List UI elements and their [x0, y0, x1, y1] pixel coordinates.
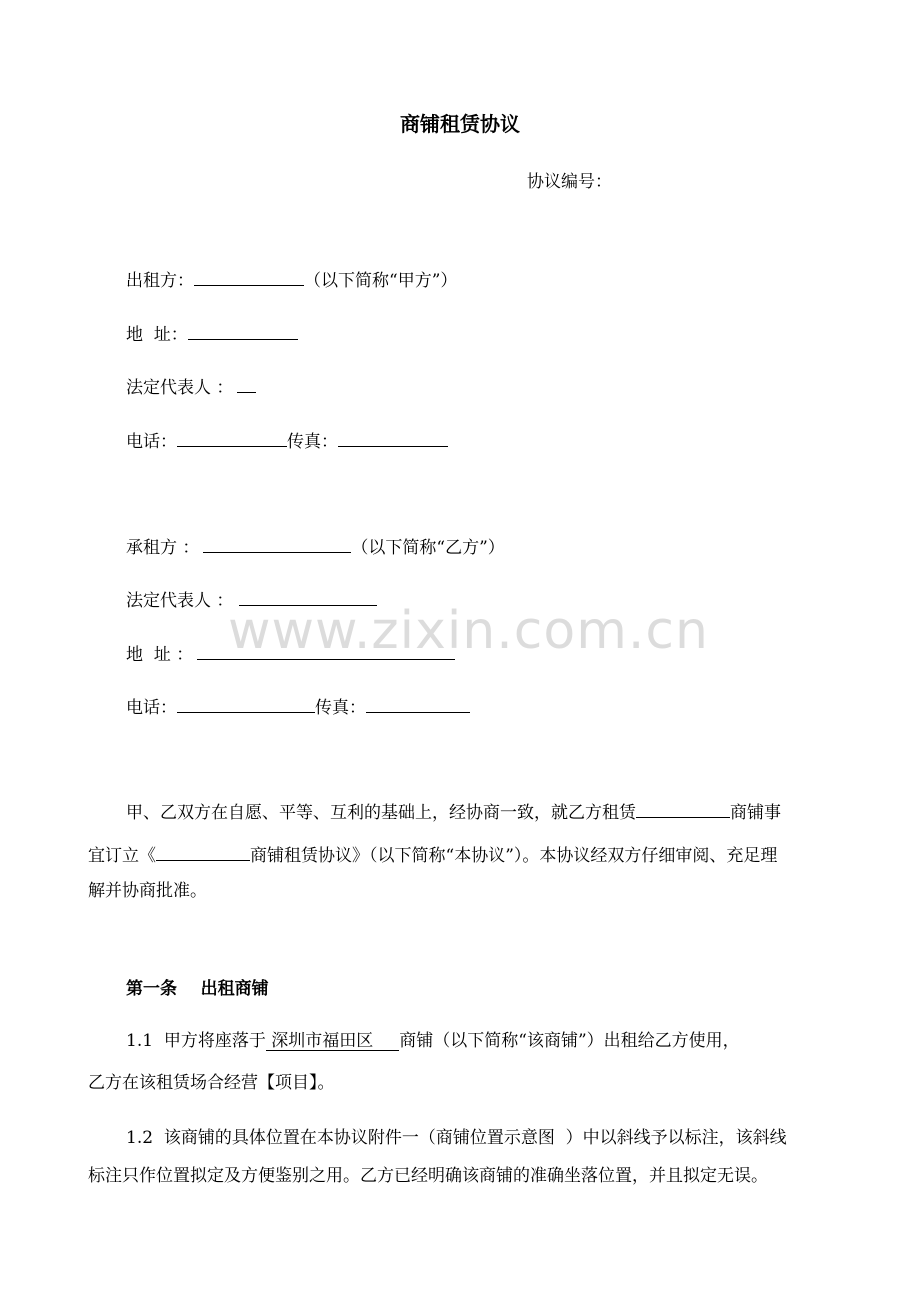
lessor-address-label: 地 址：: [126, 325, 188, 345]
lessee-address-label: 地 址 ：: [126, 645, 194, 665]
lessor-rep-label: 法定代表人 ：: [126, 378, 234, 398]
clause-1-1-text-a: 1.1 甲方将座落于: [126, 1031, 266, 1051]
lessor-phone-label: 电话：: [126, 432, 177, 452]
lessor-contact-line: [126, 428, 448, 453]
clause-1-1-location[interactable]: 深圳市福田区: [265, 1031, 374, 1051]
lessee-phone-label: 电话：: [126, 698, 177, 718]
clause-1-2-line-2: 标注只作位置拟定及方便鉴别之用。乙方已经明确该商铺的准确坐落位置，并且拟定无误。: [88, 1166, 768, 1186]
article-1-heading: 第一条 出租商铺: [126, 979, 269, 999]
lessee-rep-label: 法定代表人 ：: [126, 591, 234, 611]
preamble-text-2: 商铺事: [730, 803, 781, 823]
preamble-text-3: 宜订立《: [88, 846, 156, 866]
clause-1-2-line-1: 1.2 该商铺的具体位置在本协议附件一（商铺位置示意图 ）中以斜线予以标注，该斜线: [126, 1128, 787, 1148]
lessor-address-line: [126, 321, 298, 346]
document-title: 商铺租赁协议: [400, 112, 520, 136]
clause-1-1-line-2: 乙方在该租赁场合经营【项目】。: [88, 1073, 335, 1093]
lessor-fax-label: 传真：: [287, 432, 338, 452]
lessee-phone-field[interactable]: [177, 694, 315, 713]
lessee-line: [126, 534, 505, 559]
lessor-rep-field[interactable]: [237, 374, 256, 393]
preamble-text-4: 商铺租赁协议》（以下简称“本协议”）。本协议经双方仔细审阅、充足理: [250, 846, 778, 866]
lessee-fax-label: 传真：: [315, 698, 366, 718]
lessor-rep-line: [126, 374, 256, 399]
preamble-line-3: 解并协商批准。: [88, 881, 207, 901]
preamble-agreement-field[interactable]: [156, 842, 250, 861]
watermark: www.zixin.com.cn: [228, 601, 709, 661]
preamble-line-1: [126, 799, 781, 824]
lessee-fax-field[interactable]: [366, 694, 470, 713]
lessee-suffix: （以下简称“乙方”）: [351, 538, 505, 558]
lessee-label: 承租方 ：: [126, 538, 200, 558]
clause-1-1-text-b: 商铺（以下简称“该商铺”）出租给乙方使用，: [399, 1031, 740, 1051]
clause-1-1-line-1: [126, 1030, 740, 1052]
lessor-suffix: （以下简称“甲方”）: [304, 271, 458, 291]
agreement-number-label: 协议编号：: [527, 172, 612, 192]
lessor-name-field[interactable]: [194, 267, 304, 286]
lessee-name-field[interactable]: [203, 534, 351, 553]
lessee-contact-line: [126, 694, 470, 719]
preamble-text-1: 甲、乙双方在自愿、平等、互利的基础上，经协商一致，就乙方租赁: [126, 803, 636, 823]
lessor-line: [126, 267, 457, 292]
preamble-shop-field[interactable]: [636, 799, 730, 818]
preamble-line-2: [88, 842, 777, 867]
lessor-phone-field[interactable]: [177, 428, 287, 447]
lessor-fax-field[interactable]: [338, 428, 448, 447]
lessor-label: 出租方：: [126, 271, 194, 291]
lessor-address-field[interactable]: [188, 321, 298, 340]
